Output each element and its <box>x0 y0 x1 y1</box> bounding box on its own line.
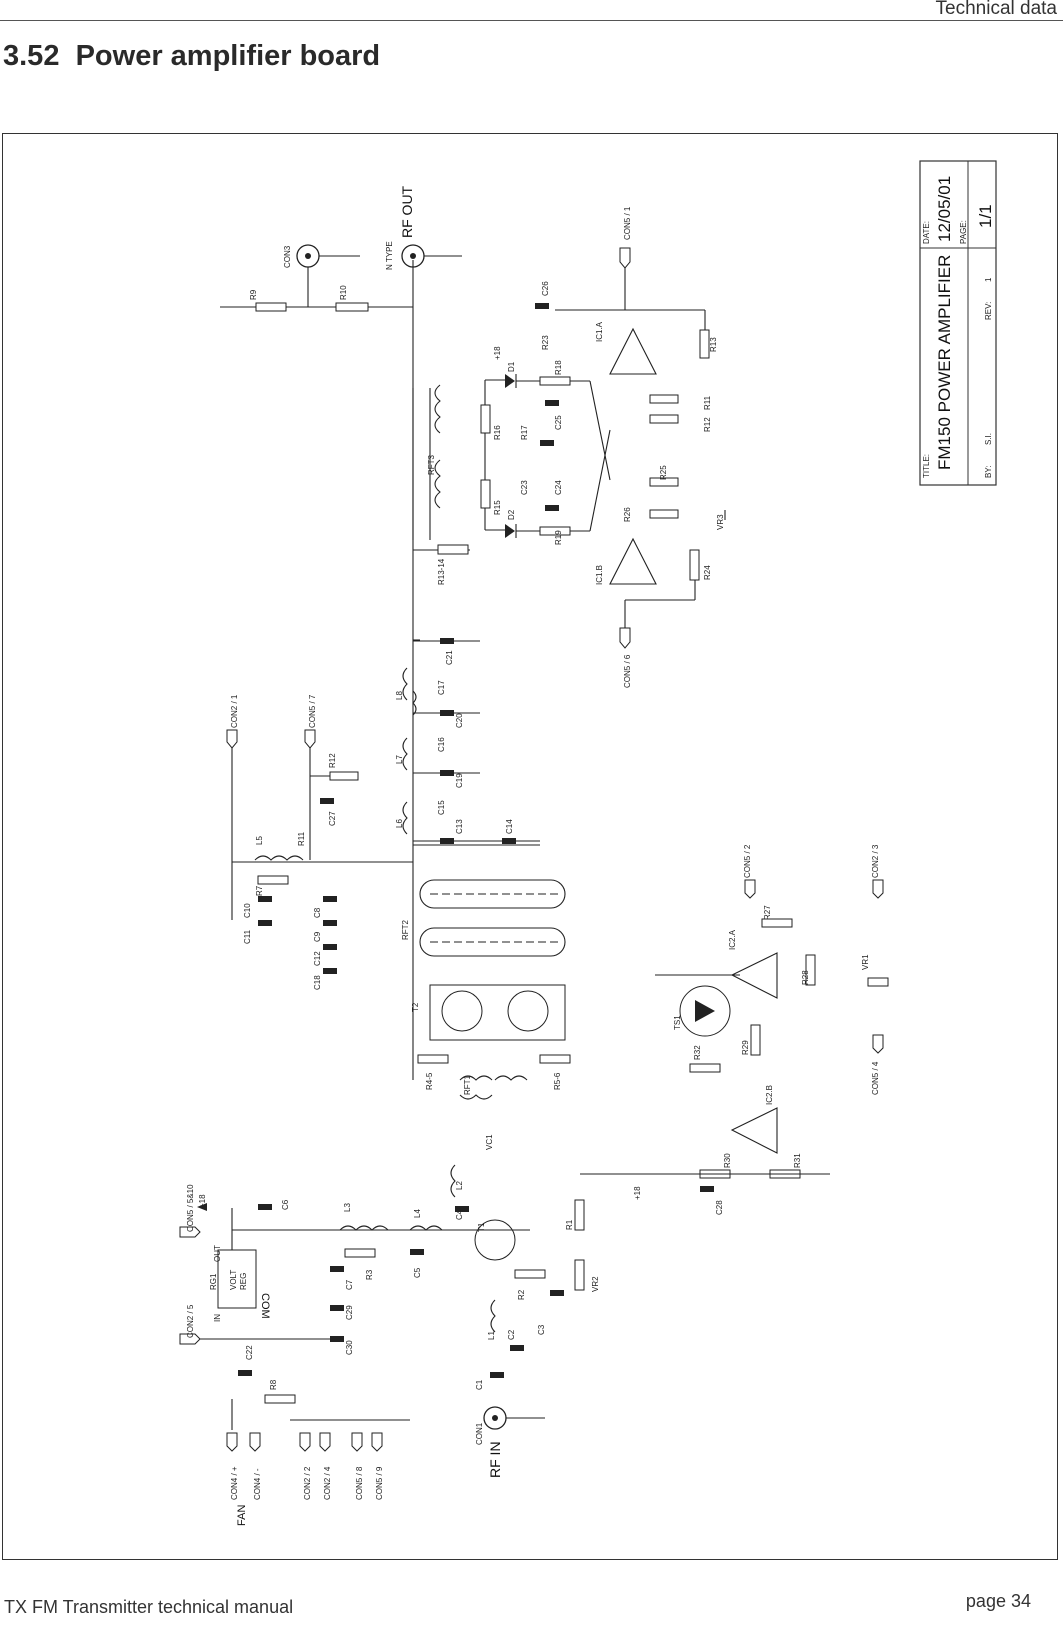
lbl-rft3: RFT3 <box>427 455 436 475</box>
lbl-con2-5: CON2 / 5 <box>186 1304 195 1338</box>
lbl-t2: T2 <box>411 1002 420 1012</box>
lbl-reg: REG <box>239 1272 248 1290</box>
ic1-opamps <box>535 206 725 688</box>
lbl-c1: C1 <box>475 1379 484 1390</box>
lbl-r1: R1 <box>565 1219 574 1230</box>
lbl-l5: L5 <box>255 836 264 845</box>
lbl-l2: L2 <box>455 1181 464 1190</box>
lbl-con2-3: CON2 / 3 <box>871 844 880 878</box>
input-stage <box>232 1165 600 1478</box>
running-header: Technical data <box>935 0 1057 19</box>
lbl-r4-5: R4-5 <box>425 1072 434 1090</box>
lbl-com: COM <box>259 1293 271 1319</box>
lbl-ic1b: IC1.B <box>595 564 604 585</box>
lbl-con5-8: CON5 / 8 <box>355 1466 364 1500</box>
lbl-r7: R7 <box>255 885 264 896</box>
lbl-con4m: CON4 / - <box>253 1468 262 1500</box>
lbl-rf-in: RF IN <box>487 1441 503 1478</box>
lbl-l3: L3 <box>343 1203 352 1212</box>
lbl-l4: L4 <box>413 1209 422 1218</box>
lbl-r1314: R13-14 <box>437 558 446 585</box>
lbl-con5-4: CON5 / 4 <box>871 1061 880 1095</box>
lbl-con2-4: CON2 / 4 <box>323 1466 332 1500</box>
title-block <box>920 161 996 485</box>
lbl-ic2a: IC2.A <box>728 929 737 950</box>
lbl-vr3: VR3 <box>716 514 725 530</box>
lbl-c7: C7 <box>345 1279 354 1290</box>
lbl-con5-9: CON5 / 9 <box>375 1466 384 1500</box>
lbl-r29: R29 <box>741 1040 750 1055</box>
lbl-c18: C18 <box>313 975 322 990</box>
lbl-c26: C26 <box>541 281 550 296</box>
lbl-c3: C3 <box>537 1324 546 1335</box>
lbl-con2-1: CON2 / 1 <box>230 694 239 728</box>
tb-by-label: BY: <box>984 465 993 478</box>
lbl-vr1: VR1 <box>861 954 870 970</box>
lbl-con5-1: CON5 / 1 <box>623 206 632 240</box>
lbl-c4: C4 <box>455 1209 464 1220</box>
section-number: 3.52 <box>3 40 60 72</box>
directional-coupler <box>413 346 610 585</box>
footer-page-number: page 34 <box>965 1591 1031 1611</box>
lbl-l7: L7 <box>395 755 404 764</box>
regulator-section <box>180 1184 410 1430</box>
lbl-con5-2: CON5 / 2 <box>743 844 752 878</box>
lbl-c8: C8 <box>313 907 322 918</box>
lbl-r31: R31 <box>793 1153 802 1168</box>
lbl-ntype: N TYPE <box>385 241 394 270</box>
lbl-d1: D1 <box>507 361 516 372</box>
lbl-c11: C11 <box>243 929 252 944</box>
lbl-r5-6: R5-6 <box>553 1072 562 1090</box>
lbl-rf-out: RF OUT <box>399 185 415 238</box>
lbl-r26: R26 <box>623 507 632 522</box>
tb-rev-label: REV: <box>984 301 993 320</box>
bias-section <box>227 694 413 990</box>
lbl-r25: R25 <box>659 465 668 480</box>
lbl-c9: C9 <box>313 931 322 942</box>
tb-date: 12/05/01 <box>935 175 954 242</box>
lbl-fan: FAN <box>236 1504 248 1526</box>
tb-date-label: DATE: <box>922 221 931 244</box>
lbl-c15: C15 <box>437 800 446 815</box>
lbl-c2: C2 <box>507 1329 516 1340</box>
section-name: Power amplifier board <box>75 40 381 72</box>
lbl-r17: R17 <box>520 425 529 440</box>
tb-rev: 1 <box>984 277 993 282</box>
lbl-r16: R16 <box>493 425 502 440</box>
rf-output-section <box>220 185 462 1080</box>
lbl-con5-7: CON5 / 7 <box>308 694 317 728</box>
lbl-c6: C6 <box>281 1199 290 1210</box>
lbl-in: IN <box>213 1314 222 1322</box>
lbl-c17: C17 <box>437 680 446 695</box>
lbl-l6: L6 <box>395 819 404 828</box>
lbl-r11: R11 <box>297 831 306 846</box>
lbl-r8: R8 <box>269 1379 278 1390</box>
lbl-r27: R27 <box>763 905 772 920</box>
tb-page: 1/1 <box>976 204 995 228</box>
lbl-con5-6: CON5 / 6 <box>623 654 632 688</box>
lbl-r2: R2 <box>517 1289 526 1300</box>
lbl-c23: C23 <box>520 480 529 495</box>
lbl-c24: C24 <box>554 480 563 495</box>
lbl-r15: R15 <box>493 500 502 515</box>
lbl-volt: VOLT <box>229 1269 238 1290</box>
tb-title: FM150 POWER AMPLIFIER <box>935 254 954 470</box>
lbl-plus18b: +18 <box>633 1186 642 1200</box>
lbl-r3: R3 <box>365 1269 374 1280</box>
lbl-r28: R28 <box>801 970 810 985</box>
lbl-plus18a: +18 <box>493 346 502 360</box>
tb-by: S.I. <box>984 432 993 445</box>
footer-manual-title: TX FM Transmitter technical manual <box>4 1597 294 1617</box>
low-pass-filter <box>395 638 540 845</box>
lbl-c5: C5 <box>413 1267 422 1278</box>
lbl-r30: R30 <box>723 1153 732 1168</box>
lbl-c13: C13 <box>455 819 464 834</box>
lbl-r10: R10 <box>339 285 348 300</box>
lbl-c29: C29 <box>345 1305 354 1320</box>
lbl-r32: R32 <box>693 1045 702 1060</box>
lbl-r19: R19 <box>554 530 563 545</box>
tb-title-label: TITLE: <box>922 453 931 478</box>
lbl-r23: R23 <box>541 335 550 350</box>
lbl-con3: CON3 <box>283 245 292 268</box>
lbl-c20: C20 <box>455 713 464 728</box>
lbl-r24: R24 <box>703 565 712 580</box>
lbl-c10: C10 <box>243 903 252 918</box>
lbl-c30: C30 <box>345 1340 354 1355</box>
lbl-l8: L8 <box>395 691 404 700</box>
lbl-c14: C14 <box>505 819 514 834</box>
lbl-c21: C21 <box>445 650 454 665</box>
lbl-d2: D2 <box>507 509 516 520</box>
lbl-ic2b: IC2.B <box>765 1084 774 1105</box>
lbl-rg1: RG1 <box>209 1273 218 1290</box>
lbl-c28: C28 <box>715 1200 724 1215</box>
lbl-ts1: TS1 <box>673 1015 682 1030</box>
lbl-r11b: R11 <box>703 395 712 410</box>
output-stage <box>401 880 570 1150</box>
lbl-l1: L1 <box>487 1331 496 1340</box>
lbl-con2-2: CON2 / 2 <box>303 1466 312 1500</box>
lbl-con1: CON1 <box>475 1422 484 1445</box>
lbl-r13: R13 <box>709 337 718 352</box>
lbl-con4p: CON4 / + <box>230 1466 239 1500</box>
lbl-c22: C22 <box>245 1345 254 1360</box>
lbl-plus18c: +18 <box>198 1194 207 1208</box>
lbl-r18: R18 <box>554 360 563 375</box>
lbl-c16: C16 <box>437 737 446 752</box>
ic2-thermal <box>580 844 888 1215</box>
lbl-rft2: RFT2 <box>401 920 410 940</box>
lbl-out: OUT <box>213 1245 222 1262</box>
lbl-rft1: RFT1 <box>463 1075 472 1095</box>
lbl-c12: C12 <box>313 951 322 966</box>
bottom-connectors <box>227 1433 384 1526</box>
lbl-c27: C27 <box>328 811 337 826</box>
lbl-c19: C19 <box>455 773 464 788</box>
lbl-vc1: VC1 <box>485 1134 494 1150</box>
lbl-vr2: VR2 <box>591 1276 600 1292</box>
lbl-con5-5810: CON5 / 5&10 <box>186 1184 195 1232</box>
lbl-ic1a: IC1.A <box>595 321 604 342</box>
lbl-r12: R12 <box>328 753 337 768</box>
tb-page-label: PAGE: <box>959 220 968 244</box>
lbl-r9: R9 <box>249 289 258 300</box>
lbl-r12b: R12 <box>703 417 712 432</box>
lbl-t1: T1 <box>477 1222 486 1232</box>
lbl-c25: C25 <box>554 415 563 430</box>
